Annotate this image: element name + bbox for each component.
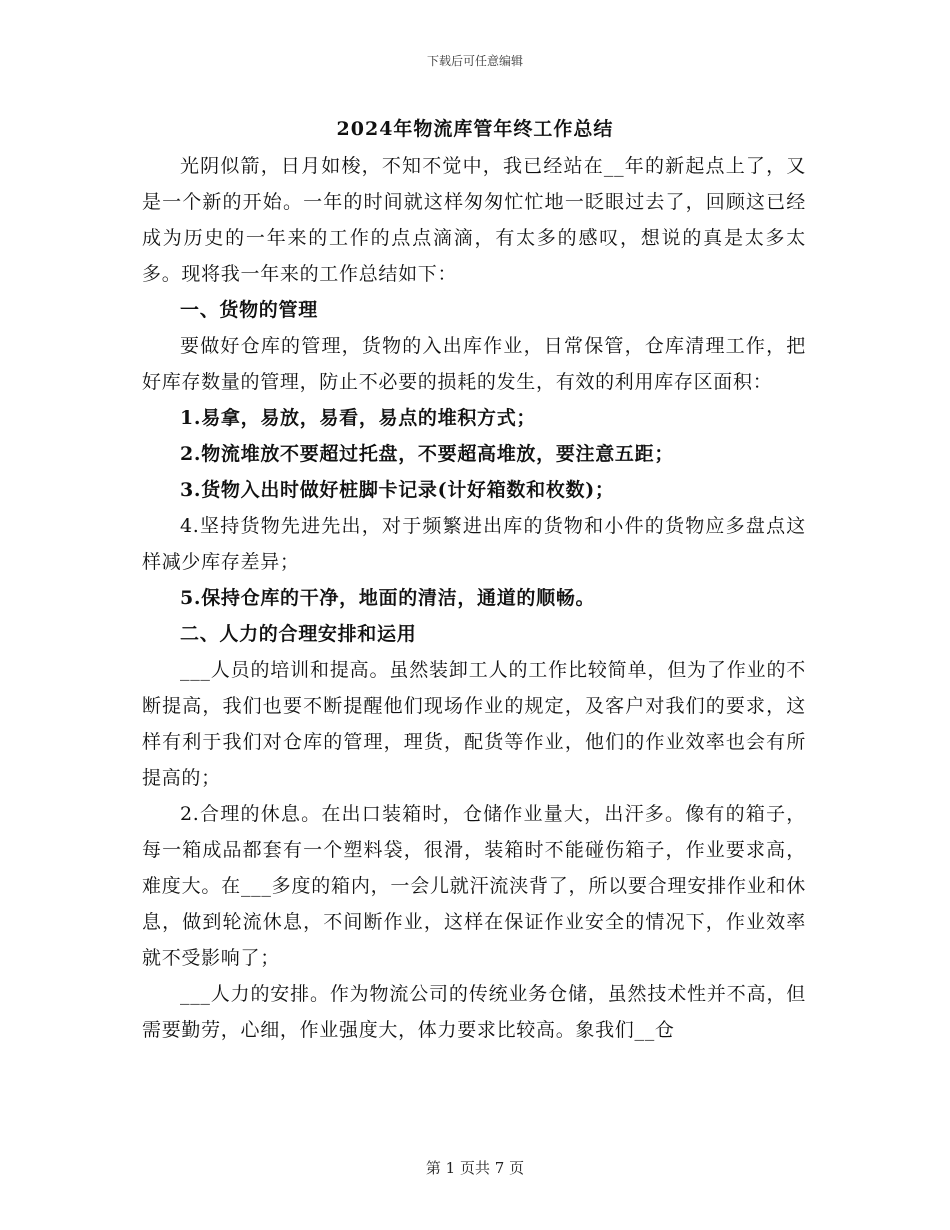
paragraph-reasonable-rest: 2.合理的休息。在出口装箱时，仓储作业量大，出汗多。像有的箱子，每一箱成品都套有一个塑料袋，很滑，装箱时不能碰伤箱子，作业要求高，难度大。在___多度的箱内，一会儿就汗流浃背了，所以要合理安排作业和休息，做到轮流休息，不间断作业，这样在保证作业安全的情况下，作业效率就不受影响了； (142, 803, 806, 969)
list-item-2: 2.物流堆放不要超过托盘，不要超高堆放，要注意五距； (180, 443, 675, 465)
document-title: 2024年物流库管年终工作总结 (336, 118, 614, 140)
header-note: 下载后可任意编辑 (426, 54, 523, 68)
paragraph-manpower-arrangement: ___人力的安排。作为物流公司的传统业务仓储，虽然技术性并不高，但需要勤劳，心细，作业强度大，体力要求比较高。象我们__仓 (142, 983, 806, 1041)
list-item-3: 3.货物入出时做好桩脚卡记录(计好箱数和枚数)； (180, 479, 615, 501)
section-heading-manpower: 二、人力的合理安排和运用 (180, 623, 417, 645)
paragraph-staff-training: ___人员的培训和提高。虽然装卸工人的工作比较简单，但为了作业的不断提高，我们也要不断提醒他们现场作业的规定，及客户对我们的要求，这样有利于我们对仓库的管理，理货，配货等作业，他们的作业效率也会有所提高的； (142, 659, 806, 789)
document-body (142, 148, 806, 1048)
paragraph-intro: 光阴似箭，日月如梭，不知不觉中，我已经站在__年的新起点上了，又是一个新的开始。一年的时间就这样匆匆忙忙地一眨眼过去了，回顾这已经成为历史的一年来的工作的点点滴滴，有太多的感叹，想说的真是太多太多。现将我一年来的工作总结如下： (142, 155, 806, 285)
section-heading-goods-management: 一、货物的管理 (180, 299, 318, 321)
list-item-5: 5.保持仓库的干净，地面的清洁，通道的顺畅。 (180, 587, 596, 609)
page-footer: 第 1 页共 7 页 (425, 1159, 525, 1177)
list-item-1: 1.易拿，易放，易看，易点的堆积方式； (180, 407, 537, 429)
list-item-4: 4.坚持货物先进先出，对于频繁进出库的货物和小件的货物应多盘点这样减少库存差异； (142, 515, 806, 573)
paragraph-goods-management: 要做好仓库的管理，货物的入出库作业，日常保管，仓库清理工作，把好库存数量的管理，防止不必要的损耗的发生，有效的利用库存区面积： (142, 335, 806, 393)
